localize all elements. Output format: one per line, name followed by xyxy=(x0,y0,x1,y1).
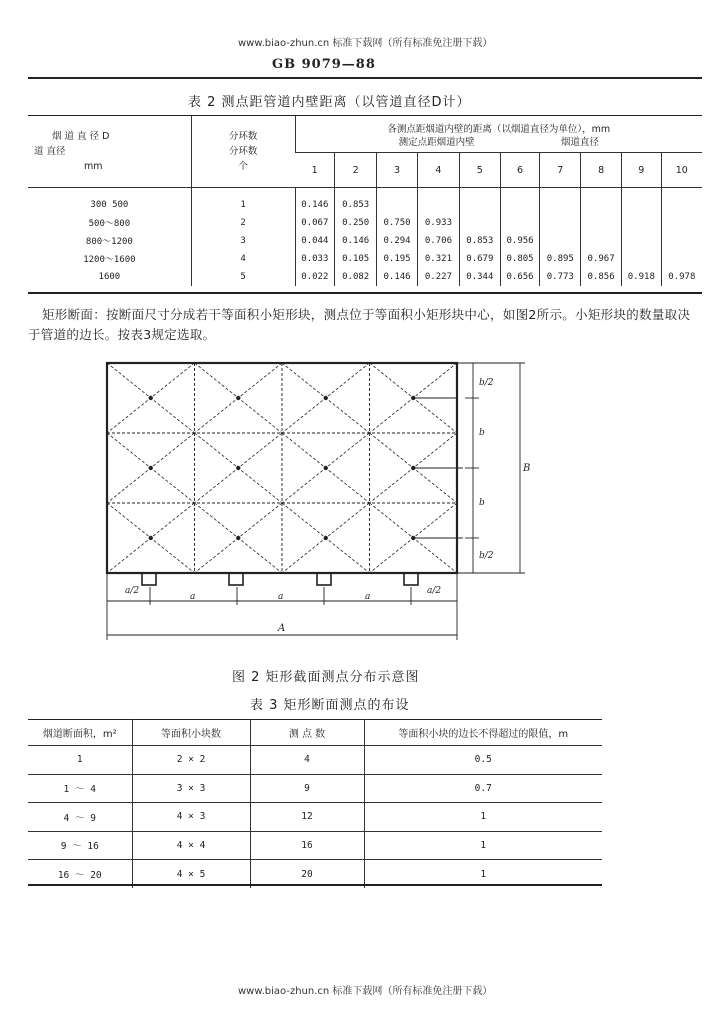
point-number-1: 1 xyxy=(311,164,318,176)
distance-cell xyxy=(622,188,662,214)
measurement-point xyxy=(236,466,240,470)
label-a-2: a xyxy=(278,592,284,602)
table3-cell: 9 xyxy=(250,774,364,803)
distance-cell: 0.344 xyxy=(459,268,500,286)
distance-cell: 0.250 xyxy=(335,214,377,232)
distance-cell xyxy=(377,188,418,214)
diameter-cell: 1200～1600 xyxy=(83,255,136,265)
diameter-cell: 500～800 xyxy=(88,219,131,229)
diameter-cell: 800～1200 xyxy=(85,237,133,247)
measurement-point xyxy=(324,466,328,470)
label-b-2: b xyxy=(479,498,485,508)
subgroup-right: 烟道直径 xyxy=(560,137,599,148)
rings-cell: 5 xyxy=(191,268,295,286)
distance-cell xyxy=(622,214,662,232)
distance-cell: 0.146 xyxy=(377,268,418,286)
label-b-half-bottom: b/2 xyxy=(479,551,494,561)
point-number-5: 5 xyxy=(459,153,500,188)
table3-caption: 表 3 矩形断面测点的布设 xyxy=(250,698,410,713)
point-number-2: 2 xyxy=(335,153,377,188)
table3 xyxy=(28,719,602,888)
distance-cell xyxy=(622,232,662,250)
distance-cell xyxy=(459,188,500,214)
right-dimensions xyxy=(413,363,525,573)
table3-cell: 1 xyxy=(364,831,602,860)
distance-cell xyxy=(459,214,500,232)
site-header: www.biao-zhun.cn 标准下载网（所有标准免注册下载） xyxy=(238,38,493,49)
distance-cell xyxy=(540,214,581,232)
table3-cell: 0.7 xyxy=(364,774,602,803)
point-number-4: 4 xyxy=(417,153,459,188)
point-number-7: 7 xyxy=(540,153,581,188)
distance-cell xyxy=(581,214,622,232)
measurement-point xyxy=(411,536,415,540)
table3-cell: 1 xyxy=(76,754,83,766)
distance-cell xyxy=(417,188,459,214)
table3-cell: 1 xyxy=(364,803,602,832)
measurement-point xyxy=(324,396,328,400)
measurement-point xyxy=(236,536,240,540)
label-a-1: a xyxy=(190,592,196,602)
table3-cell: 4 ～ 9 xyxy=(63,812,96,824)
table-row xyxy=(28,268,702,286)
table-row xyxy=(28,803,602,832)
table3-cell: 16 ～ 20 xyxy=(57,870,102,881)
table-row xyxy=(28,232,702,250)
distance-cell: 0.750 xyxy=(377,214,418,232)
distance-cell xyxy=(661,188,702,214)
col1-header-line3: mm xyxy=(84,161,103,172)
measurement-point xyxy=(411,396,415,400)
distance-cell xyxy=(661,250,702,268)
distance-cell: 0.656 xyxy=(500,268,540,286)
distance-cell xyxy=(500,214,540,232)
label-B: B xyxy=(523,463,531,474)
table3-cell: 3 × 3 xyxy=(132,774,250,803)
label-A: A xyxy=(278,623,286,634)
point-number-9: 9 xyxy=(622,153,662,188)
distance-cell: 0.853 xyxy=(459,232,500,250)
distance-cell: 0.853 xyxy=(335,188,377,214)
measurement-point xyxy=(411,466,415,470)
table3-cell: 4 × 5 xyxy=(132,860,250,889)
table-row xyxy=(28,214,702,232)
measurement-point xyxy=(149,396,153,400)
table3-cell: 4 × 4 xyxy=(132,831,250,860)
figure2-caption: 图 2 矩形截面测点分布示意图 xyxy=(232,670,420,685)
header-rule xyxy=(28,77,702,79)
table3-cell: 20 xyxy=(250,860,364,889)
table3-cell: 4 × 3 xyxy=(132,803,250,832)
diameter-cell: 1600 xyxy=(98,271,121,282)
distance-cell: 0.022 xyxy=(295,268,335,286)
measurement-point xyxy=(149,466,153,470)
distance-cell: 0.918 xyxy=(622,268,662,286)
grid-dashed xyxy=(107,363,457,573)
distance-cell: 0.146 xyxy=(335,232,377,250)
point-number-10: 10 xyxy=(661,153,702,188)
label-b-half-top: b/2 xyxy=(479,378,494,388)
figure2-diagram xyxy=(95,355,555,655)
distance-cell: 0.227 xyxy=(417,268,459,286)
table-row xyxy=(28,746,602,775)
diameter-cell: 300 500 xyxy=(90,199,129,210)
measurement-point xyxy=(149,536,153,540)
label-b-1: b xyxy=(479,428,485,438)
body-paragraph: 矩形断面：按断面尺寸分成若干等面积小矩形块，测点位于等面积小矩形块中心，如图2所示。小矩形块的数量取决于管道的边长。按表3规定选取。 xyxy=(28,307,691,342)
table3-header-3: 测 点 数 xyxy=(250,720,364,746)
distance-cell xyxy=(661,232,702,250)
point-number-3: 3 xyxy=(377,153,418,188)
table2-caption: 表 2 测点距管道内壁距离（以管道直径D计） xyxy=(188,95,471,110)
table3-header-row xyxy=(28,720,602,746)
table3-header-1: 烟道断面积，m² xyxy=(42,729,117,740)
distance-cell: 0.033 xyxy=(295,250,335,268)
distance-cell: 0.805 xyxy=(500,250,540,268)
col1-header-line2: 道 直径 xyxy=(34,146,66,157)
distance-cell: 0.067 xyxy=(295,214,335,232)
distance-cell: 0.321 xyxy=(417,250,459,268)
table3-cell: 2 × 2 xyxy=(132,746,250,775)
distance-cell: 0.082 xyxy=(335,268,377,286)
distance-cell xyxy=(540,232,581,250)
measurement-point xyxy=(236,396,240,400)
distance-cell: 0.044 xyxy=(295,232,335,250)
group-header-text: 各测点距烟道内壁的距离（以烟道直径为单位），mm xyxy=(387,124,611,135)
table3-bottom-rule xyxy=(28,884,602,886)
distance-cell xyxy=(500,188,540,214)
distance-cell: 0.967 xyxy=(581,250,622,268)
distance-cell xyxy=(581,232,622,250)
rings-cell: 1 xyxy=(191,188,295,214)
table3-cell: 16 xyxy=(250,831,364,860)
point-number-8: 8 xyxy=(581,153,622,188)
table-row xyxy=(28,250,702,268)
table3-cell: 0.5 xyxy=(364,746,602,775)
label-a-half-right: a/2 xyxy=(427,586,442,596)
distance-cell: 0.895 xyxy=(540,250,581,268)
label-a-half-left: a/2 xyxy=(125,586,140,596)
distance-cell xyxy=(581,188,622,214)
table3-header-2: 等面积小块数 xyxy=(132,720,250,746)
distance-cell: 0.856 xyxy=(581,268,622,286)
distance-cell: 0.679 xyxy=(459,250,500,268)
table2-group-header xyxy=(295,116,702,153)
table3-cell: 1 xyxy=(364,860,602,889)
table3-header-4: 等面积小块的边长不得超过的限值，m xyxy=(364,720,602,746)
col2-header-line2: 分环数 xyxy=(228,146,258,157)
table3-cell: 9 ～ 16 xyxy=(60,841,99,853)
distance-cell: 0.146 xyxy=(295,188,335,214)
col2-header-line3: 个 xyxy=(238,161,248,172)
distance-cell: 0.956 xyxy=(500,232,540,250)
measurement-point xyxy=(324,536,328,540)
table2-col2-header xyxy=(191,116,295,188)
distance-cell xyxy=(622,250,662,268)
sampling-ports xyxy=(142,573,418,585)
table2-col1-header xyxy=(28,116,191,188)
site-footer: www.biao-zhun.cn 标准下载网（所有标准免注册下载） xyxy=(238,986,493,997)
col1-header-line1: 烟 道 直 径 D xyxy=(52,131,110,142)
subgroup-left: 测定点距烟道内壁 xyxy=(398,137,475,148)
rings-cell: 4 xyxy=(191,250,295,268)
table-row xyxy=(28,188,702,214)
table-row xyxy=(28,831,602,860)
distance-cell: 0.978 xyxy=(661,268,702,286)
distance-cell: 0.706 xyxy=(417,232,459,250)
table3-cell: 12 xyxy=(250,803,364,832)
table3-cell: 1 ～ 4 xyxy=(63,784,96,796)
table2-bottom-rule xyxy=(28,292,702,294)
distance-cell xyxy=(540,188,581,214)
table3-cell: 4 xyxy=(250,746,364,775)
rings-cell: 3 xyxy=(191,232,295,250)
table2 xyxy=(28,115,702,286)
distance-cell xyxy=(661,214,702,232)
distance-cell: 0.773 xyxy=(540,268,581,286)
distance-cell: 0.294 xyxy=(377,232,418,250)
standard-number: GB 9079—88 xyxy=(272,57,376,72)
distance-cell: 0.195 xyxy=(377,250,418,268)
col2-header-line1: 分环数 xyxy=(228,131,258,142)
table-row xyxy=(28,774,602,803)
distance-cell: 0.105 xyxy=(335,250,377,268)
rings-cell: 2 xyxy=(191,214,295,232)
label-a-3: a xyxy=(365,592,371,602)
distance-cell: 0.933 xyxy=(417,214,459,232)
point-number-6: 6 xyxy=(500,153,540,188)
